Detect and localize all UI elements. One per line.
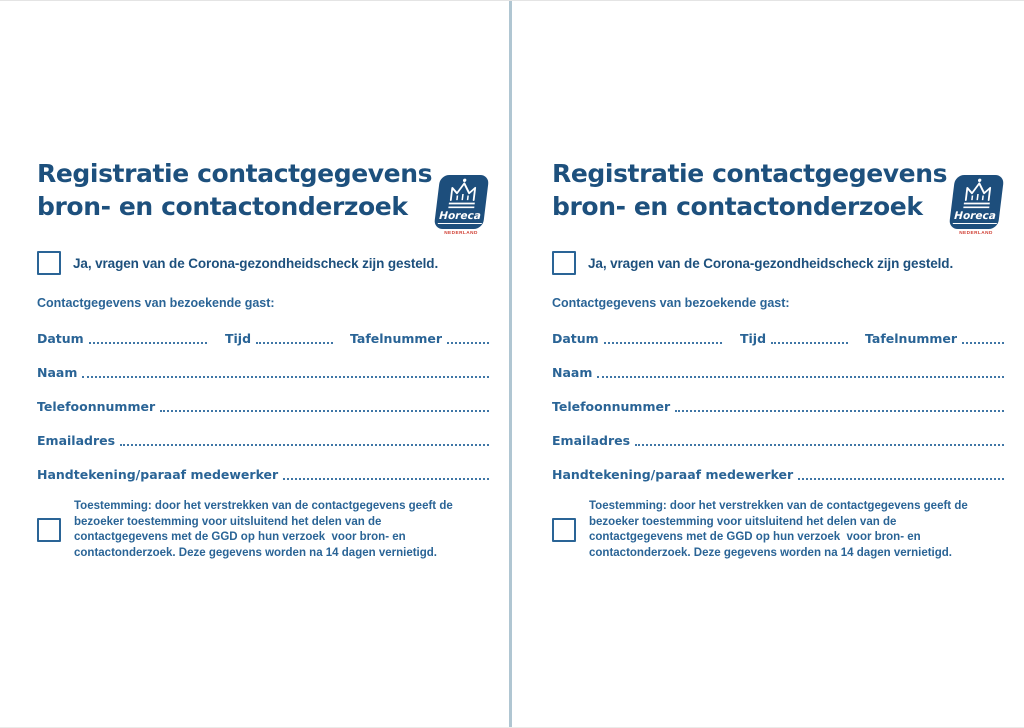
- horeca-logo-country: NEDERLAND: [444, 231, 478, 236]
- tijd-label: Tijd: [740, 331, 767, 346]
- horeca-logo: [948, 175, 1004, 237]
- horeca-logo-shield: [433, 175, 489, 229]
- consent-line-3: contactgegevens met de GGD op hun verzoek voor bron- en: [74, 531, 406, 543]
- naam-field: [552, 365, 1004, 380]
- emailadres-input-line[interactable]: [120, 444, 489, 446]
- datum-input-line[interactable]: [604, 342, 722, 344]
- consent-line-2: bezoeker toestemming voor uitsluitend het delen van de: [589, 515, 897, 528]
- consent-line-3: contactgegevens met de GGD op hun verzoek voor bron- en: [589, 531, 921, 543]
- naam-field: [37, 365, 489, 380]
- form-header: [552, 157, 1004, 236]
- naam-input-line[interactable]: [82, 376, 489, 378]
- consent-line-4: contactonderzoek. Deze gegevens worden na 14 dagen vernietigd.: [74, 546, 437, 559]
- emailadres-label: Emailadres: [552, 433, 631, 448]
- consent-row: [37, 499, 489, 561]
- emailadres-label: Emailadres: [37, 433, 116, 448]
- tafelnummer-field: [350, 331, 489, 346]
- form-copy-right: [512, 1, 1024, 727]
- horeca-logo-country: NEDERLAND: [959, 231, 993, 236]
- horeca-logo: [433, 175, 489, 237]
- tijd-label: Tijd: [225, 331, 252, 346]
- emailadres-field: [37, 433, 489, 448]
- title-line-1: Registratie contactgegevens: [37, 159, 433, 188]
- tijd-field: [740, 331, 848, 346]
- intro-text: Contactgegevens van bezoekende gast:: [552, 296, 790, 310]
- handtekening-field: [37, 467, 489, 482]
- consent-row: [552, 499, 1004, 561]
- form-copy-left: [0, 1, 512, 727]
- telefoonnummer-label: Telefoonnummer: [552, 399, 671, 414]
- emailadres-input-line[interactable]: [635, 444, 1004, 446]
- consent-checkbox[interactable]: [37, 518, 61, 542]
- health-check-checkbox[interactable]: [552, 251, 576, 275]
- intro-text: Contactgegevens van bezoekende gast:: [37, 296, 275, 310]
- title-line-2: bron- en contactonderzoek: [37, 192, 408, 221]
- consent-line-1: Toestemming: door het verstrekken van de contactgegevens geeft de: [74, 500, 453, 512]
- page-title: [37, 157, 489, 223]
- tijd-input-line[interactable]: [256, 342, 333, 344]
- naam-label: Naam: [552, 365, 593, 380]
- handtekening-input-line[interactable]: [798, 478, 1004, 480]
- naam-label: Naam: [37, 365, 78, 380]
- handtekening-label: Handtekening/paraaf medewerker: [552, 467, 794, 482]
- datum-field: [552, 331, 722, 346]
- datum-field: [37, 331, 207, 346]
- health-check-row: [552, 251, 1004, 275]
- naam-input-line[interactable]: [597, 376, 1004, 378]
- datum-tijd-tafel-row: [37, 331, 489, 346]
- handtekening-label: Handtekening/paraaf medewerker: [37, 467, 279, 482]
- title-line-1: Registratie contactgegevens: [552, 159, 948, 188]
- handtekening-field: [552, 467, 1004, 482]
- telefoonnummer-input-line[interactable]: [675, 410, 1004, 412]
- tafelnummer-label: Tafelnummer: [350, 331, 443, 346]
- handtekening-input-line[interactable]: [283, 478, 489, 480]
- tijd-field: [225, 331, 333, 346]
- tafelnummer-input-line[interactable]: [962, 342, 1004, 344]
- crown-icon: [442, 178, 482, 210]
- datum-label: Datum: [37, 331, 84, 346]
- datum-tijd-tafel-row: [552, 331, 1004, 346]
- tafelnummer-label: Tafelnummer: [865, 331, 958, 346]
- consent-line-4: contactonderzoek. Deze gegevens worden na 14 dagen vernietigd.: [589, 546, 952, 559]
- consent-text: [74, 499, 453, 561]
- horeca-logo-shield: [948, 175, 1004, 229]
- health-check-label: Ja, vragen van de Corona-gezondheidscheck zijn gesteld.: [73, 255, 439, 271]
- page-title: [552, 157, 1004, 223]
- title-line-2: bron- en contactonderzoek: [552, 192, 923, 221]
- form-header: [37, 157, 489, 236]
- telefoonnummer-input-line[interactable]: [160, 410, 489, 412]
- datum-input-line[interactable]: [89, 342, 207, 344]
- telefoonnummer-label: Telefoonnummer: [37, 399, 156, 414]
- crown-icon: [957, 178, 997, 210]
- datum-label: Datum: [552, 331, 599, 346]
- consent-line-1: Toestemming: door het verstrekken van de contactgegevens geeft de: [589, 500, 968, 512]
- health-check-checkbox[interactable]: [37, 251, 61, 275]
- tafelnummer-input-line[interactable]: [447, 342, 489, 344]
- horeca-logo-wordmark: Horeca: [953, 210, 996, 222]
- telefoonnummer-field: [37, 399, 489, 414]
- consent-checkbox[interactable]: [552, 518, 576, 542]
- health-check-label: Ja, vragen van de Corona-gezondheidscheck zijn gesteld.: [588, 255, 954, 271]
- consent-text: [589, 499, 968, 561]
- tijd-input-line[interactable]: [771, 342, 848, 344]
- emailadres-field: [552, 433, 1004, 448]
- consent-line-2: bezoeker toestemming voor uitsluitend het delen van de: [74, 515, 382, 528]
- telefoonnummer-field: [552, 399, 1004, 414]
- health-check-row: [37, 251, 489, 275]
- tafelnummer-field: [865, 331, 1004, 346]
- horeca-logo-wordmark: Horeca: [438, 210, 481, 222]
